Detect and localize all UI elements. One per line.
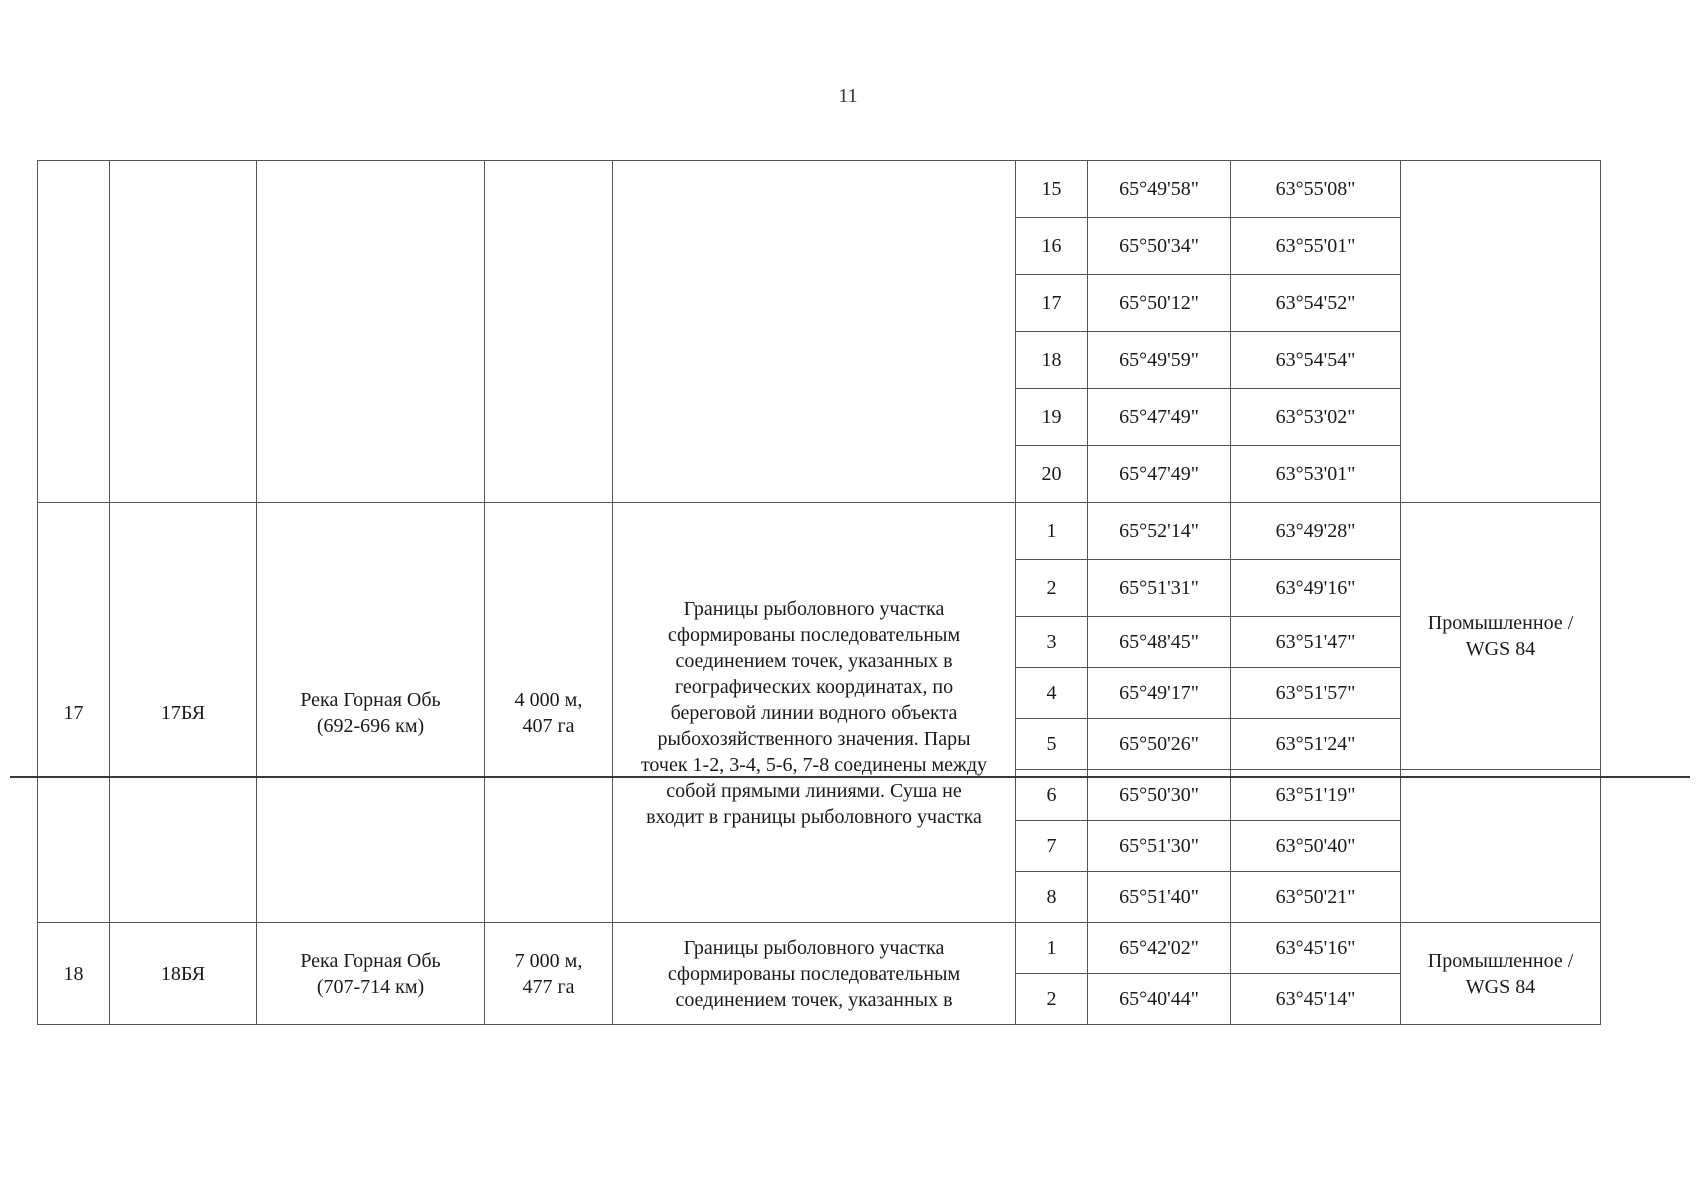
longitude: 63°45'16" [1231, 923, 1401, 974]
site-description [613, 503, 1016, 923]
point-number: 1 [1016, 923, 1088, 974]
site-purpose [1401, 923, 1601, 1025]
description-line: Границы рыболовного участка [683, 936, 945, 959]
longitude: 63°55'08" [1231, 161, 1401, 218]
table-row [38, 161, 1601, 218]
description-line: соединением точек, указанных в [675, 649, 953, 672]
point-number: 6 [1016, 770, 1088, 821]
latitude: 65°49'59" [1088, 332, 1231, 389]
site-purpose [1401, 503, 1601, 770]
point-number: 2 [1016, 560, 1088, 617]
site-area-line: 7 000 м, [514, 949, 583, 972]
latitude: 65°47'49" [1088, 389, 1231, 446]
name-cell [257, 161, 485, 503]
site-area-line: 477 га [522, 975, 575, 998]
latitude: 65°51'30" [1088, 821, 1231, 872]
latitude: 65°48'45" [1088, 617, 1231, 668]
latitude: 65°51'40" [1088, 872, 1231, 923]
site-area-line: 4 000 м, [514, 688, 583, 711]
point-number: 3 [1016, 617, 1088, 668]
point-number: 5 [1016, 719, 1088, 770]
site-name-line: Река Горная Обь [300, 949, 441, 972]
point-number: 20 [1016, 446, 1088, 503]
description-line: сформированы последовательным [667, 962, 961, 985]
point-number: 19 [1016, 389, 1088, 446]
purpose-line: Промышленное / [1427, 949, 1574, 972]
latitude: 65°47'49" [1088, 446, 1231, 503]
area-cell [485, 161, 613, 503]
longitude: 63°50'40" [1231, 821, 1401, 872]
description-line: соединением точек, указанных в [675, 988, 953, 1011]
point-number: 18 [1016, 332, 1088, 389]
site-area [485, 923, 613, 1025]
site-area-line: 407 га [522, 714, 575, 737]
point-number: 15 [1016, 161, 1088, 218]
longitude: 63°54'52" [1231, 275, 1401, 332]
description-line: собой прямыми линиями. Суша не [666, 779, 962, 802]
site-area [485, 503, 613, 923]
latitude: 65°51'31" [1088, 560, 1231, 617]
purpose-line: Промышленное / [1427, 612, 1574, 634]
longitude: 63°55'01" [1231, 218, 1401, 275]
longitude: 63°54'54" [1231, 332, 1401, 389]
description-line: сформированы последовательным [667, 623, 961, 646]
code-cell [110, 161, 257, 503]
purpose-line: WGS 84 [1465, 975, 1536, 998]
fishing-sites-table [37, 160, 1601, 1025]
latitude: 65°40'44" [1088, 974, 1231, 1025]
latitude: 65°52'14" [1088, 503, 1231, 560]
site-name-line: (707-714 км) [316, 975, 425, 998]
description-line: Границы рыболовного участка [683, 597, 945, 620]
description-line: географических координатах, по [674, 675, 954, 698]
point-number: 16 [1016, 218, 1088, 275]
index-cell [38, 161, 110, 503]
point-number: 17 [1016, 275, 1088, 332]
point-number: 1 [1016, 503, 1088, 560]
longitude: 63°51'57" [1231, 668, 1401, 719]
longitude: 63°45'14" [1231, 974, 1401, 1025]
longitude: 63°51'19" [1231, 770, 1401, 821]
longitude: 63°49'28" [1231, 503, 1401, 560]
latitude: 65°50'26" [1088, 719, 1231, 770]
site-name [257, 923, 485, 1025]
site-index: 17 [38, 503, 110, 923]
site-index: 18 [38, 923, 110, 1025]
longitude: 63°53'01" [1231, 446, 1401, 503]
description-cell [613, 161, 1016, 503]
site-name [257, 503, 485, 923]
site-code: 17БЯ [110, 503, 257, 923]
point-number: 8 [1016, 872, 1088, 923]
description-line: входит в границы рыболовного участка [646, 805, 982, 828]
page-fold-line [10, 776, 1690, 778]
latitude: 65°42'02" [1088, 923, 1231, 974]
latitude: 65°49'17" [1088, 668, 1231, 719]
table-row [38, 503, 1601, 560]
latitude: 65°49'58" [1088, 161, 1231, 218]
description-line: рыбохозяйственного значения. Пары [657, 727, 971, 750]
site-code: 18БЯ [110, 923, 257, 1025]
description-line: береговой линии водного объекта [670, 701, 958, 724]
point-number: 4 [1016, 668, 1088, 719]
page-number: 11 [838, 85, 858, 107]
latitude: 65°50'34" [1088, 218, 1231, 275]
site-name-line: (692-696 км) [316, 714, 425, 737]
longitude: 63°49'16" [1231, 560, 1401, 617]
longitude: 63°51'24" [1231, 719, 1401, 770]
point-number: 7 [1016, 821, 1088, 872]
table-row [38, 923, 1601, 974]
site-name-line: Река Горная Обь [300, 688, 441, 711]
purpose-line: WGS 84 [1465, 638, 1536, 660]
longitude: 63°53'02" [1231, 389, 1401, 446]
purpose-cell [1401, 161, 1601, 503]
purpose-cell-continued [1401, 770, 1601, 923]
longitude: 63°51'47" [1231, 617, 1401, 668]
point-number: 2 [1016, 974, 1088, 1025]
latitude: 65°50'30" [1088, 770, 1231, 821]
site-description [613, 923, 1016, 1025]
description-line: точек 1-2, 3-4, 5-6, 7-8 соединены между [640, 753, 988, 776]
latitude: 65°50'12" [1088, 275, 1231, 332]
longitude: 63°50'21" [1231, 872, 1401, 923]
